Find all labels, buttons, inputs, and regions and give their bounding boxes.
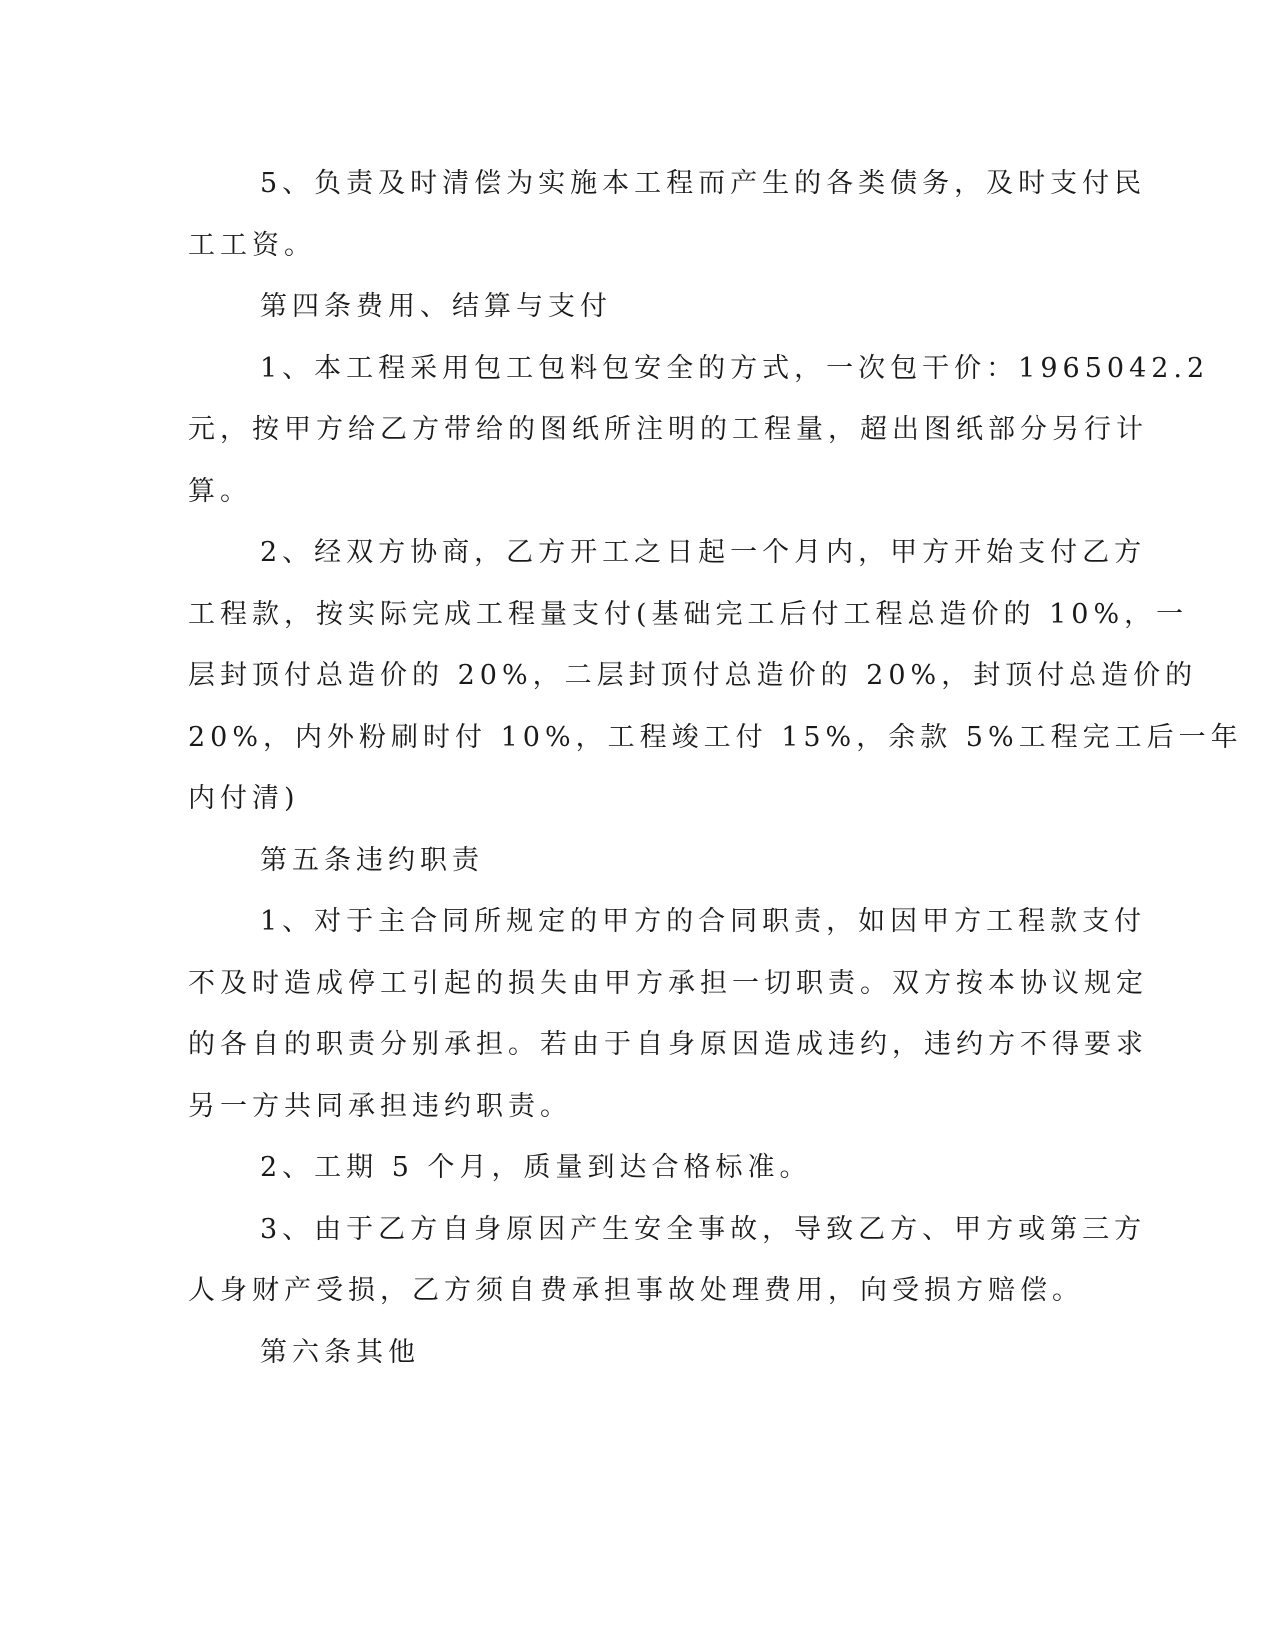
text-line: 另一方共同承担违约职责。 — [188, 1090, 572, 1122]
text-line: 不及时造成停工引起的损失由甲方承担一切职责。双方按本协议规定 — [188, 967, 1148, 999]
text-line: 5、负责及时清偿为实施本工程而产生的各类债务，及时支付民 — [260, 168, 1147, 199]
article-6-heading — [188, 1322, 1088, 1384]
section-heading: 第六条其他 — [260, 1336, 420, 1368]
text-line: 2、经双方协商，乙方开工之日起一个月内，甲方开始支付乙方 — [260, 537, 1147, 568]
clause-item-5 — [188, 153, 1147, 276]
text-line: 算。 — [188, 475, 252, 507]
article-5-item-1 — [188, 891, 1148, 1137]
article-4-item-2 — [188, 522, 1243, 830]
article-4-item-1 — [188, 338, 1210, 523]
text-line: 层封顶付总造价的 20%，二层封顶付总造价的 20%，封顶付总造价的 — [188, 660, 1198, 691]
text-line: 工程款，按实际完成工程量支付(基础完工后付工程总造价的 10%，一 — [188, 598, 1189, 630]
text-line: 1、对于主合同所规定的甲方的合同职责，如因甲方工程款支付 — [260, 906, 1147, 937]
text-line: 1、本工程采用包工包料包安全的方式，一次包干价：1965042.2 — [260, 352, 1210, 384]
article-5-heading — [188, 830, 1088, 892]
text-line: 的各自的职责分别承担。若由于自身原因造成违约，违约方不得要求 — [188, 1029, 1148, 1060]
text-line: 3、由于乙方自身原因产生安全事故，导致乙方、甲方或第三方 — [260, 1213, 1147, 1245]
document-body — [188, 153, 1243, 1383]
text-line: 内付清) — [188, 783, 300, 814]
article-5-item-2 — [188, 1137, 1088, 1199]
text-line: 元，按甲方给乙方带给的图纸所注明的工程量，超出图纸部分另行计 — [188, 414, 1148, 445]
text-line: 20%，内外粉刷时付 10%，工程竣工付 15%，余款 5%工程完工后一年 — [188, 721, 1243, 753]
section-heading: 第五条违约职责 — [260, 844, 484, 876]
text-line: 工工资。 — [188, 229, 316, 261]
section-heading: 第四条费用、结算与支付 — [260, 291, 612, 322]
text-line: 2、工期 5 个月，质量到达合格标准。 — [260, 1152, 812, 1183]
article-5-item-3 — [188, 1199, 1147, 1322]
text-line: 人身财产受损，乙方须自费承担事故处理费用，向受损方赔偿。 — [188, 1275, 1084, 1306]
article-4-heading — [188, 276, 1088, 338]
